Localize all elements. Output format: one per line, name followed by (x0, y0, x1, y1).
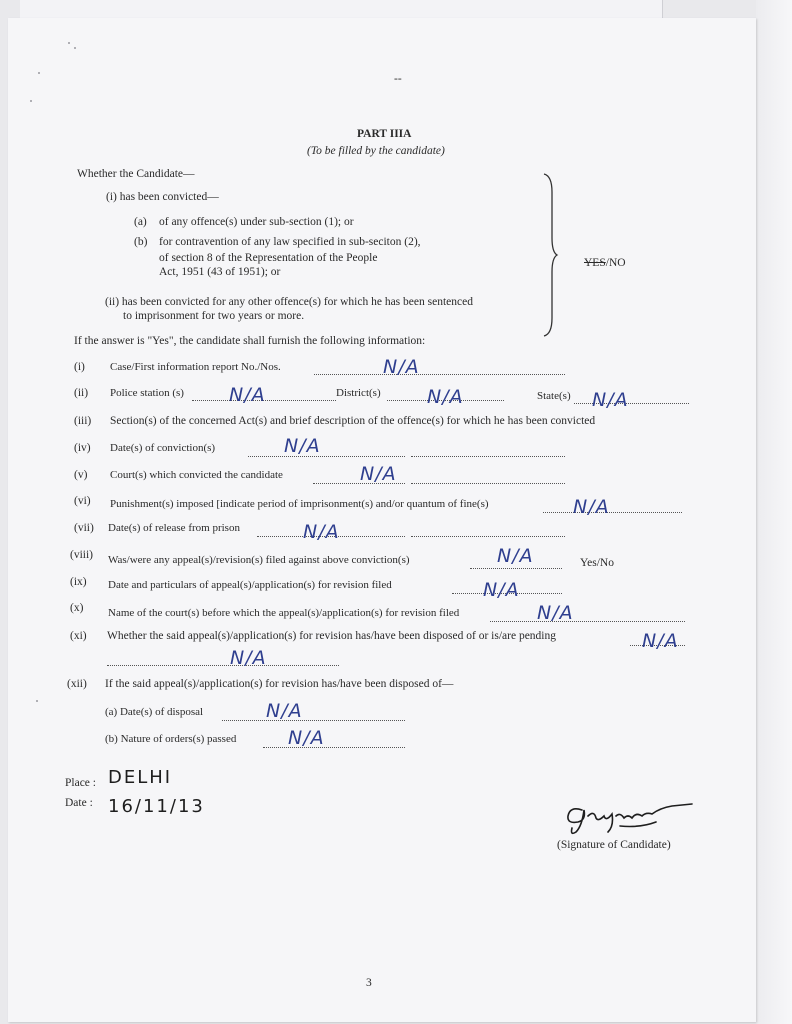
disposal-date-label: (a) Date(s) of disposal (105, 706, 204, 718)
item-vi-line (543, 502, 682, 513)
orders-nature-label: (b) Nature of orders(s) passed (105, 733, 237, 745)
item-vii-num: (vii) (74, 522, 94, 534)
item-i-value: N/A (383, 356, 420, 378)
item-ii-num: (ii) (74, 387, 89, 399)
item-i-label: Case/First information report No./Nos. (110, 361, 281, 373)
item-v-line2 (411, 473, 565, 484)
date-value: 16/11/13 (108, 796, 205, 817)
item-iv-line2 (411, 446, 565, 457)
disposal-date-line (222, 710, 405, 721)
item-vii-value: N/A (303, 521, 340, 543)
item-v-value: N/A (360, 463, 397, 485)
scan-speck (74, 47, 76, 49)
item-xii-label: If the said appeal(s)/application(s) for revision has/have been disposed of— (105, 678, 454, 690)
police-station-value: N/A (229, 384, 266, 406)
item-vi-value: N/A (573, 496, 610, 518)
item-xi-value2: N/A (230, 647, 267, 669)
convicted-heading: (i) has been convicted— (106, 191, 219, 203)
item-xii-num: (xii) (67, 678, 87, 690)
item-vi-label: Punishment(s) imposed [indicate period of imprisonment(s) and/or quantum of fine(s) (110, 498, 489, 510)
answer-separator: / (605, 257, 609, 269)
page-subtitle: (To be filled by the candidate) (307, 145, 445, 157)
place-label: Place : (65, 777, 96, 789)
item-vii-label: Date(s) of release from prison (108, 522, 240, 534)
item-vii-line2 (411, 526, 565, 537)
if-yes-instruction: If the answer is "Yes", the candidate shall furnish the following information: (74, 335, 426, 347)
clause-ii-line2: to imprisonment for two years or more. (123, 310, 305, 322)
signature-label: (Signature of Candidate) (557, 839, 671, 851)
item-xi-value1: N/A (642, 630, 679, 652)
item-iv-line1 (248, 446, 405, 457)
item-iv-value: N/A (284, 435, 321, 457)
clause-a-text: of any offence(s) under sub-section (1); or (159, 216, 354, 228)
item-x-num: (x) (70, 602, 84, 614)
item-iv-label: Date(s) of conviction(s) (110, 442, 216, 454)
item-v-label: Court(s) which convicted the candidate (110, 469, 283, 481)
orders-nature-value: N/A (288, 727, 325, 749)
item-i-num: (i) (74, 361, 85, 373)
item-x-label: Name of the court(s) before which the appeal(s)/application(s) for revision filed (108, 607, 460, 619)
yes-no-answer (584, 256, 626, 270)
candidate-signature (560, 792, 700, 842)
scan-speck (30, 100, 32, 102)
item-x-line (490, 611, 685, 622)
item-iii-label: Section(s) of the concerned Act(s) and brief description of the offence(s) for which he has been convicted (110, 415, 596, 427)
right-brace (540, 172, 560, 338)
item-ix-label: Date and particulars of appeal(s)/application(s) for revision filed (108, 579, 392, 591)
item-iv-num: (iv) (74, 442, 91, 454)
disposal-date-value: N/A (266, 700, 303, 722)
district-value: N/A (427, 386, 464, 408)
struck-yes: YES (584, 257, 606, 269)
place-value: DELHI (108, 767, 173, 788)
orders-nature-line (263, 737, 405, 748)
clause-ii-line1: (ii) has been convicted for any other offence(s) for which he has been sentenced (105, 296, 473, 308)
scan-edge (756, 0, 792, 1024)
scan-speck (68, 42, 70, 44)
item-vi-num: (vi) (74, 495, 91, 507)
clause-a-num: (a) (134, 216, 147, 228)
police-station-label: Police station (s) (110, 387, 184, 399)
page-number: 3 (366, 977, 372, 989)
item-viii-value: N/A (497, 545, 534, 567)
header-dash: -- (394, 73, 402, 85)
page-title: PART IIIA (357, 128, 412, 140)
item-ix-num: (ix) (70, 576, 87, 588)
item-viii-yes-no: Yes/No (580, 557, 614, 569)
state-value: N/A (592, 389, 629, 411)
item-viii-num: (viii) (70, 549, 93, 561)
district-label: District(s) (336, 387, 381, 399)
scan-speck (36, 700, 38, 702)
item-viii-label: Was/were any appeal(s)/revision(s) filed against above conviction(s) (108, 554, 410, 566)
clause-b-line2: of section 8 of the Representation of the People (159, 252, 378, 264)
item-ix-value: N/A (483, 579, 520, 601)
item-xi-label: Whether the said appeal(s)/application(s) for revision has/have been disposed of or is/are pending (107, 630, 556, 642)
clause-b-num: (b) (134, 236, 148, 248)
state-label: State(s) (537, 390, 571, 402)
answer-no: NO (608, 257, 626, 269)
item-v-num: (v) (74, 469, 88, 481)
item-xi-line2 (107, 655, 339, 666)
clause-b-line1: for contravention of any law specified in sub-seciton (2), (159, 236, 421, 248)
date-label: Date : (65, 797, 93, 809)
scan-speck (38, 72, 40, 74)
item-xi-num: (xi) (70, 630, 87, 642)
clause-b-line3: Act, 1951 (43 of 1951); or (159, 266, 281, 278)
item-x-value: N/A (537, 602, 574, 624)
item-i-line (314, 364, 565, 375)
item-iii-num: (iii) (74, 415, 92, 427)
intro-text: Whether the Candidate— (77, 168, 195, 180)
